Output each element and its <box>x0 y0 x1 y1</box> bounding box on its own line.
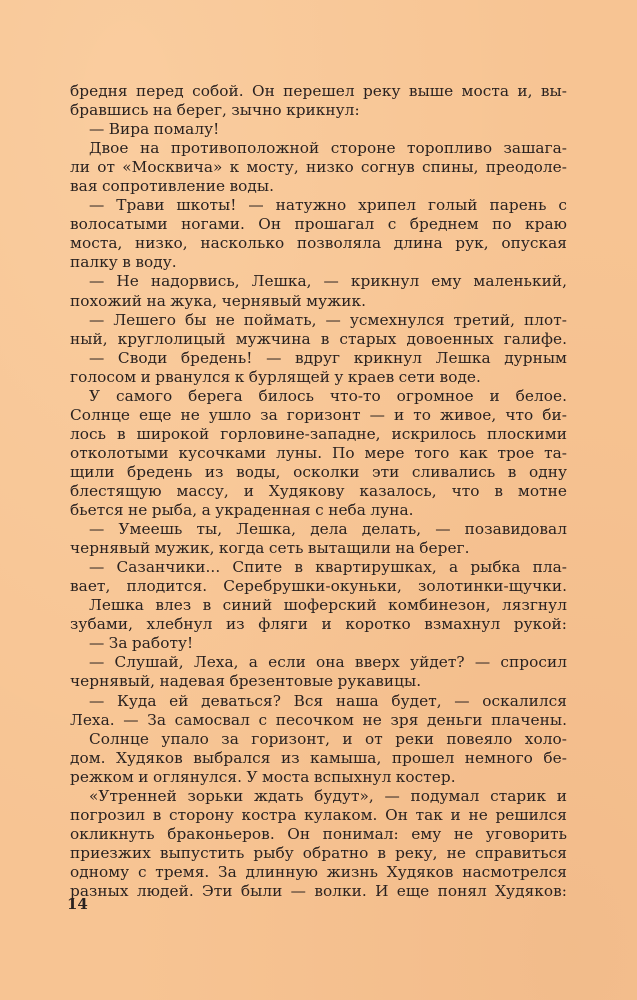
text-line: разных людей. Эти были — волки. И еще понял Худяков: <box>70 881 567 900</box>
text-line: Леха. — За самосвал с песочком не зря деньги плачены. <box>70 710 567 729</box>
text-line: Солнце упало за горизонт, и от реки повеяло холо- <box>89 729 567 748</box>
page-number: 14 <box>67 895 88 913</box>
text-line: — Умеешь ты, Лешка, дела делать, — позавидовал <box>89 520 567 539</box>
text-line: палку в воду. <box>70 253 177 272</box>
text-line: волосатыми ногами. Он прошагал с бреднем по краю <box>70 215 567 234</box>
text-line: чернявый мужик, когда сеть вытащили на берег. <box>70 539 470 558</box>
text-line: вая сопротивление воды. <box>70 177 274 196</box>
text-line: Солнце еще не ушло за горизонт — и то живое, что би- <box>70 405 567 424</box>
text-line: бравшись на берег, зычно крикнул: <box>70 101 360 120</box>
text-line: — Слушай, Леха, а если она вверх уйдет? — спросил <box>89 653 567 672</box>
text-line: Двое на противоположной стороне торопливо зашага- <box>89 139 567 158</box>
text-line: голосом и рванулся к бурлящей у краев сети воде. <box>70 367 481 386</box>
text-line: приезжих выпустить рыбу обратно в реку, не справиться <box>70 843 567 862</box>
text-line: погрозил в сторону костра кулаком. Он так и не решился <box>70 805 567 824</box>
text-line: — Куда ей деваться? Вся наша будет, — оскалился <box>89 691 567 710</box>
text-line: лось в широкой горловине-западне, искрилось плоскими <box>70 424 567 443</box>
text-line: режком и оглянулся. У моста вспыхнул костер. <box>70 767 456 786</box>
text-line: — Не надорвись, Лешка, — крикнул ему маленький, <box>89 272 567 291</box>
text-line: окликнуть браконьеров. Он понимал: ему не уговорить <box>70 824 567 843</box>
text-line: одному с тремя. За длинную жизнь Худяков насмотрелся <box>70 862 567 881</box>
text-line: чернявый, надевая брезентовые рукавицы. <box>70 672 422 691</box>
text-line: дом. Худяков выбрался из камыша, прошел немного бе- <box>70 748 567 767</box>
text-line: вает, плодится. Серебрушки-окуньки, золотинки-щучки. <box>70 577 567 596</box>
text-line: отколотыми кусочками луны. По мере того как трое та- <box>70 443 567 462</box>
text-line: ный, круглолицый мужчина в старых довоенных галифе. <box>70 329 567 348</box>
text-line: — Лешего бы не поймать, — усмехнулся третий, плот- <box>89 310 567 329</box>
text-line: — За работу! <box>89 634 194 653</box>
text-line: похожий на жука, чернявый мужик. <box>70 291 367 310</box>
body-text <box>70 82 567 901</box>
text-line: — Сазанчики... Спите в квартирушках, а рыбка пла- <box>89 558 567 577</box>
text-line: У самого берега билось что-то огромное и белое. <box>89 386 567 405</box>
text-line: бредня перед собой. Он перешел реку выше моста и, вы- <box>70 82 567 100</box>
text-line: блестящую массу, и Худякову казалось, что в мотне <box>70 481 567 500</box>
text-line: щили бредень из воды, осколки эти сливались в одну <box>70 462 567 481</box>
text-line: «Утренней зорьки ждать будут», — подумал старик и <box>89 786 567 805</box>
text-line: бьется не рыба, а украденная с неба луна. <box>70 501 414 520</box>
text-line: Лешка влез в синий шоферский комбинезон, лязгнул <box>89 596 567 615</box>
text-line: — Вира помалу! <box>89 120 220 139</box>
text-line: ли от «Москвича» к мосту, низко согнув спины, преодоле- <box>70 158 567 177</box>
text-line: моста, низко, насколько позволяла длина рук, опуская <box>70 234 567 253</box>
text-line: — Трави шкоты! — натужно хрипел голый парень с <box>89 196 567 215</box>
text-line: — Своди бредень! — вдруг крикнул Лешка дурным <box>89 348 567 367</box>
text-line: зубами, хлебнул из фляги и коротко взмахнул рукой: <box>70 615 567 634</box>
